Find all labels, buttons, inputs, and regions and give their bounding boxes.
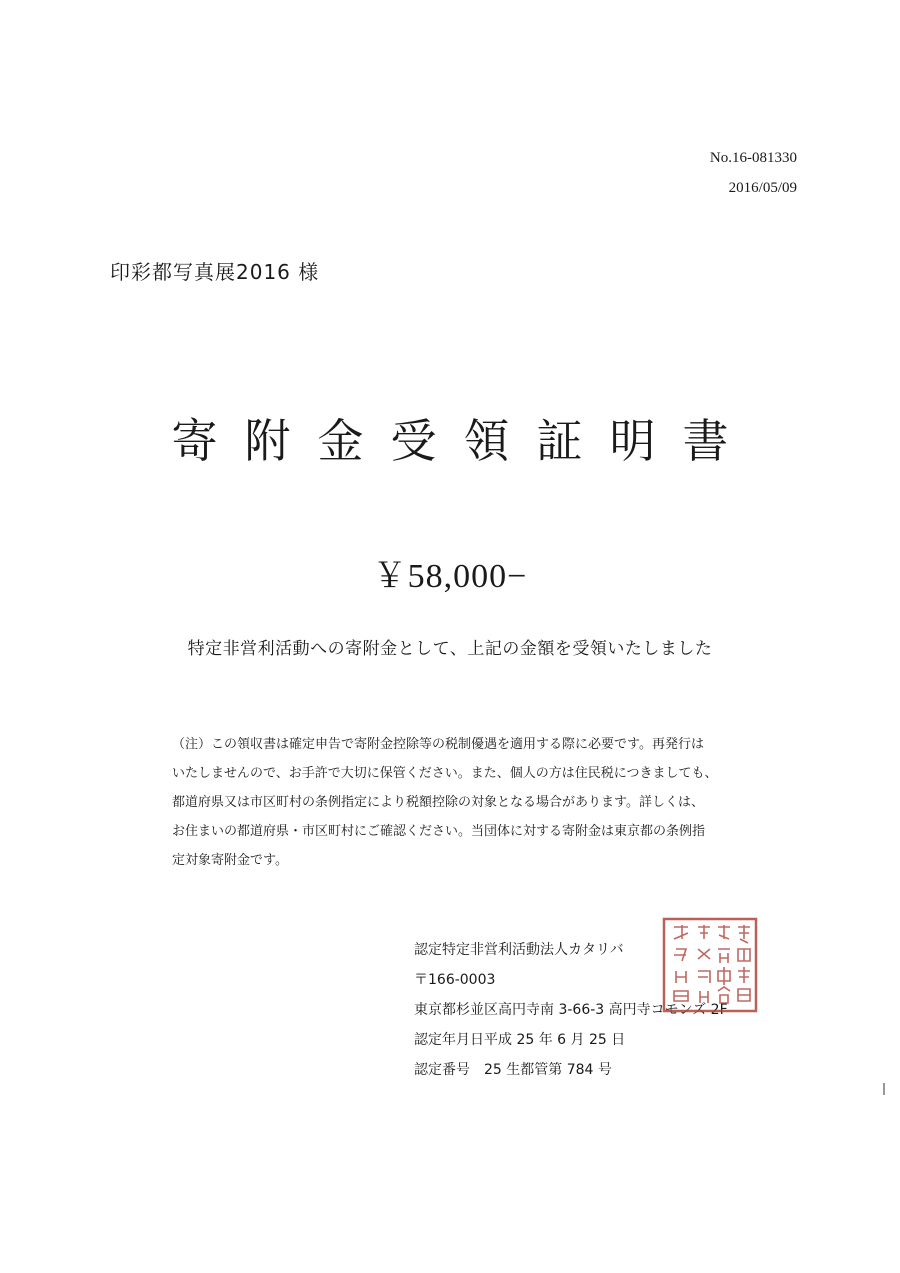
seal-glyphs (674, 925, 750, 1003)
document-date: 2016/05/09 (728, 180, 797, 196)
organization-name: 認定特定非営利活動法人カタリバ (414, 942, 624, 958)
document-number: No.16-081330 (709, 150, 797, 166)
note-line: お住まいの都道府県・市区町村にご確認ください。当団体に対する寄附金は東京都の条例指 (172, 824, 706, 839)
receipt-statement: 特定非営利活動への寄附金として、上記の金額を受領いたしました (187, 639, 713, 659)
document-title: 寄附金受領証明書 (171, 414, 756, 468)
certification-number: 認定番号 25 生都管第 784 号 (414, 1062, 612, 1078)
note-line: いたしませんので、お手許で大切に保管ください。また、個人の方は住民税につきましても、 (172, 766, 718, 781)
note-line: 都道府県又は市区町村の条例指定により税額控除の対象となる場合があります。詳しくは、 (172, 795, 704, 810)
recipient-name: 印彩都写真展2016 様 (110, 260, 320, 284)
note-line: （注）この領収書は確定申告で寄附金控除等の税制優遇を適用する際に必要です。再発行は (172, 737, 704, 752)
note-line: 定対象寄附金です。 (172, 853, 288, 868)
organization-postal-code: 〒166-0003 (414, 972, 496, 988)
organization-address: 東京都杉並区高円寺南 3-66-3 高円寺コモンズ 2F (414, 1002, 728, 1018)
organization-seal-stamp (660, 915, 760, 1015)
donation-amount: ￥58,000− (372, 558, 528, 595)
certification-date: 認定年月日平成 25 年 6 月 25 日 (414, 1032, 626, 1048)
scan-mark (883, 1083, 885, 1095)
note-block (172, 730, 752, 875)
